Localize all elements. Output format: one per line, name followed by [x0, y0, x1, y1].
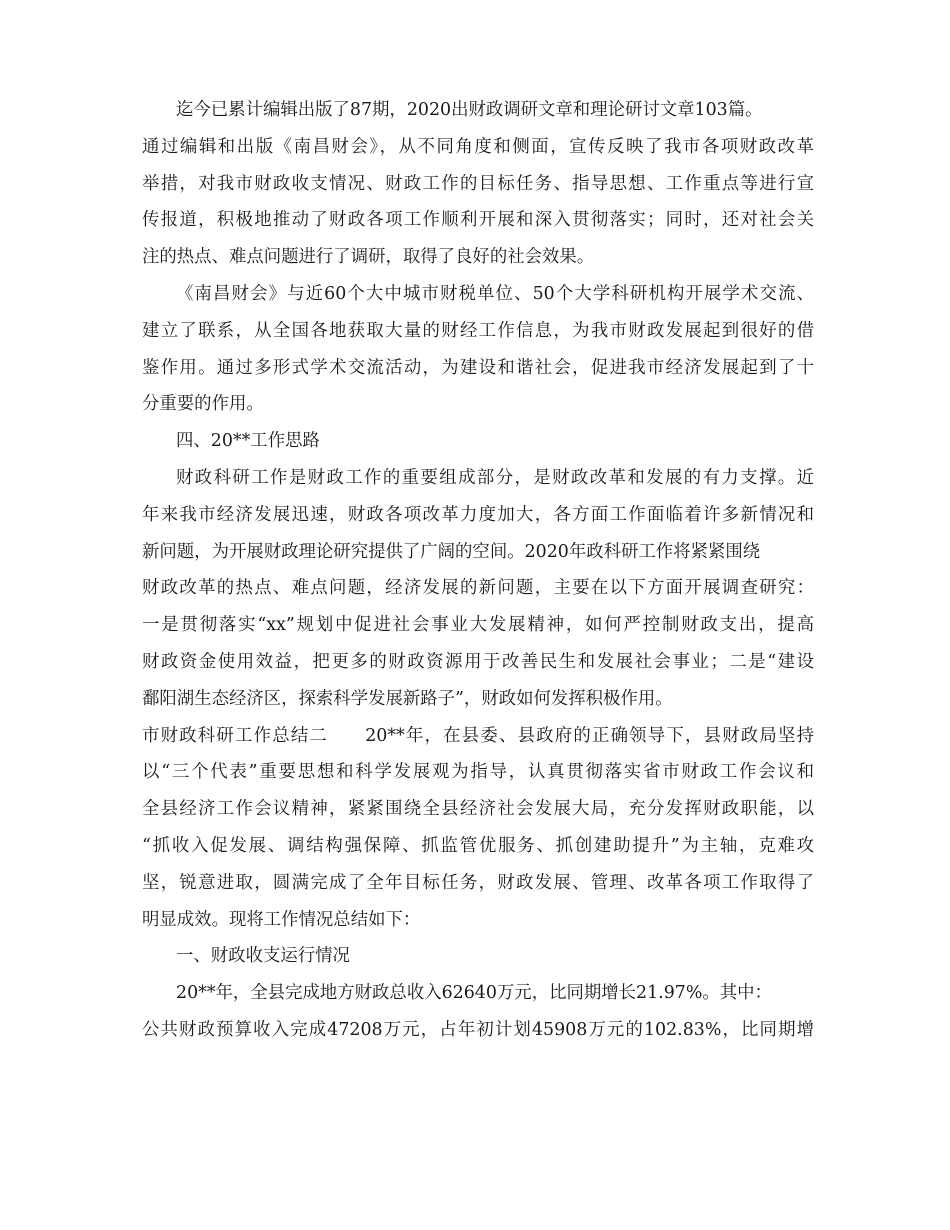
text-line: 全县经济工作会议精神，紧紧围绕全县经济社会发展大局，充分发挥财政职能，以 — [142, 799, 814, 820]
text-line: 四、20**工作思路 — [176, 431, 320, 452]
text-line: 明显成效。现将工作情况总结如下： — [142, 909, 421, 930]
text-line: 市财政科研工作总结二 20**年，在县委、县政府的正确领导下，县财政局坚持 — [142, 725, 814, 746]
text-line: 财政科研工作是财政工作的重要组成部分，是财政改革和发展的有力支撑。近 — [176, 467, 814, 488]
text-line: 财政资金使用效益，把更多的财政资源用于改善民生和发展社会事业；二是“建设 — [142, 651, 814, 672]
text-line: 分重要的作用。 — [142, 394, 264, 415]
text-line: “抓收入促发展、调结构强保障、抓监管优服务、抓创建助提升”为主轴，克难攻 — [142, 835, 814, 856]
text-line: 举措，对我市财政收支情况、财政工作的目标任务、指导思想、工作重点等进行宣 — [142, 173, 814, 194]
text-line: 注的热点、难点问题进行了调研，取得了良好的社会效果。 — [142, 247, 595, 268]
text-line: 传报道，积极地推动了财政各项工作顺利开展和深入贯彻落实；同时，还对社会关 — [142, 210, 814, 231]
text-line: 通过编辑和出版《南昌财会》，从不同角度和侧面，宣传反映了我市各项财政改革 — [142, 136, 814, 157]
text-line: 一、财政收支运行情况 — [176, 946, 350, 967]
text-line: 一是贯彻落实“xx”规划中促进社会事业大发展精神，如何严控制财政支出，提高 — [142, 615, 814, 636]
text-line: 公共财政预算收入完成47208万元，占年初计划45908万元的102.83%，比同期增 — [142, 1019, 814, 1040]
document-body — [142, 92, 814, 1049]
text-line: 鄱阳湖生态经济区，探索科学发展新路子”，财政如何发挥积极作用。 — [142, 688, 673, 709]
text-line: 财政改革的热点、难点问题，经济发展的新问题，主要在以下方面开展调查研究： — [142, 578, 814, 599]
text-line: 《南昌财会》与近60个大中城市财税单位、50个大学科研机构开展学术交流、 — [176, 283, 814, 304]
text-line: 20**年，全县完成地方财政总收入62640万元，比同期增长21.97%。其中： — [176, 983, 772, 1004]
text-line: 坚，锐意进取，圆满完成了全年目标任务，财政发展、管理、改革各项工作取得了 — [142, 872, 814, 893]
text-line: 以“三个代表”重要思想和科学发展观为指导，认真贯彻落实省市财政工作会议和 — [142, 762, 814, 783]
text-line: 新问题，为开展财政理论研究提供了广阔的空间。2020年政科研工作将紧紧围绕 — [142, 541, 761, 562]
text-line: 鉴作用。通过多形式学术交流活动，为建设和谐社会，促进我市经济发展起到了十 — [142, 357, 814, 378]
text-line: 建立了联系，从全国各地获取大量的财经工作信息，为我市财政发展起到很好的借 — [142, 320, 814, 341]
text-line: 迄今已累计编辑出版了87期，2020出财政调研文章和理论研讨文章103篇。 — [176, 100, 763, 120]
text-line: 年来我市经济发展迅速，财政各项改革力度加大，各方面工作面临着许多新情况和 — [142, 504, 814, 525]
